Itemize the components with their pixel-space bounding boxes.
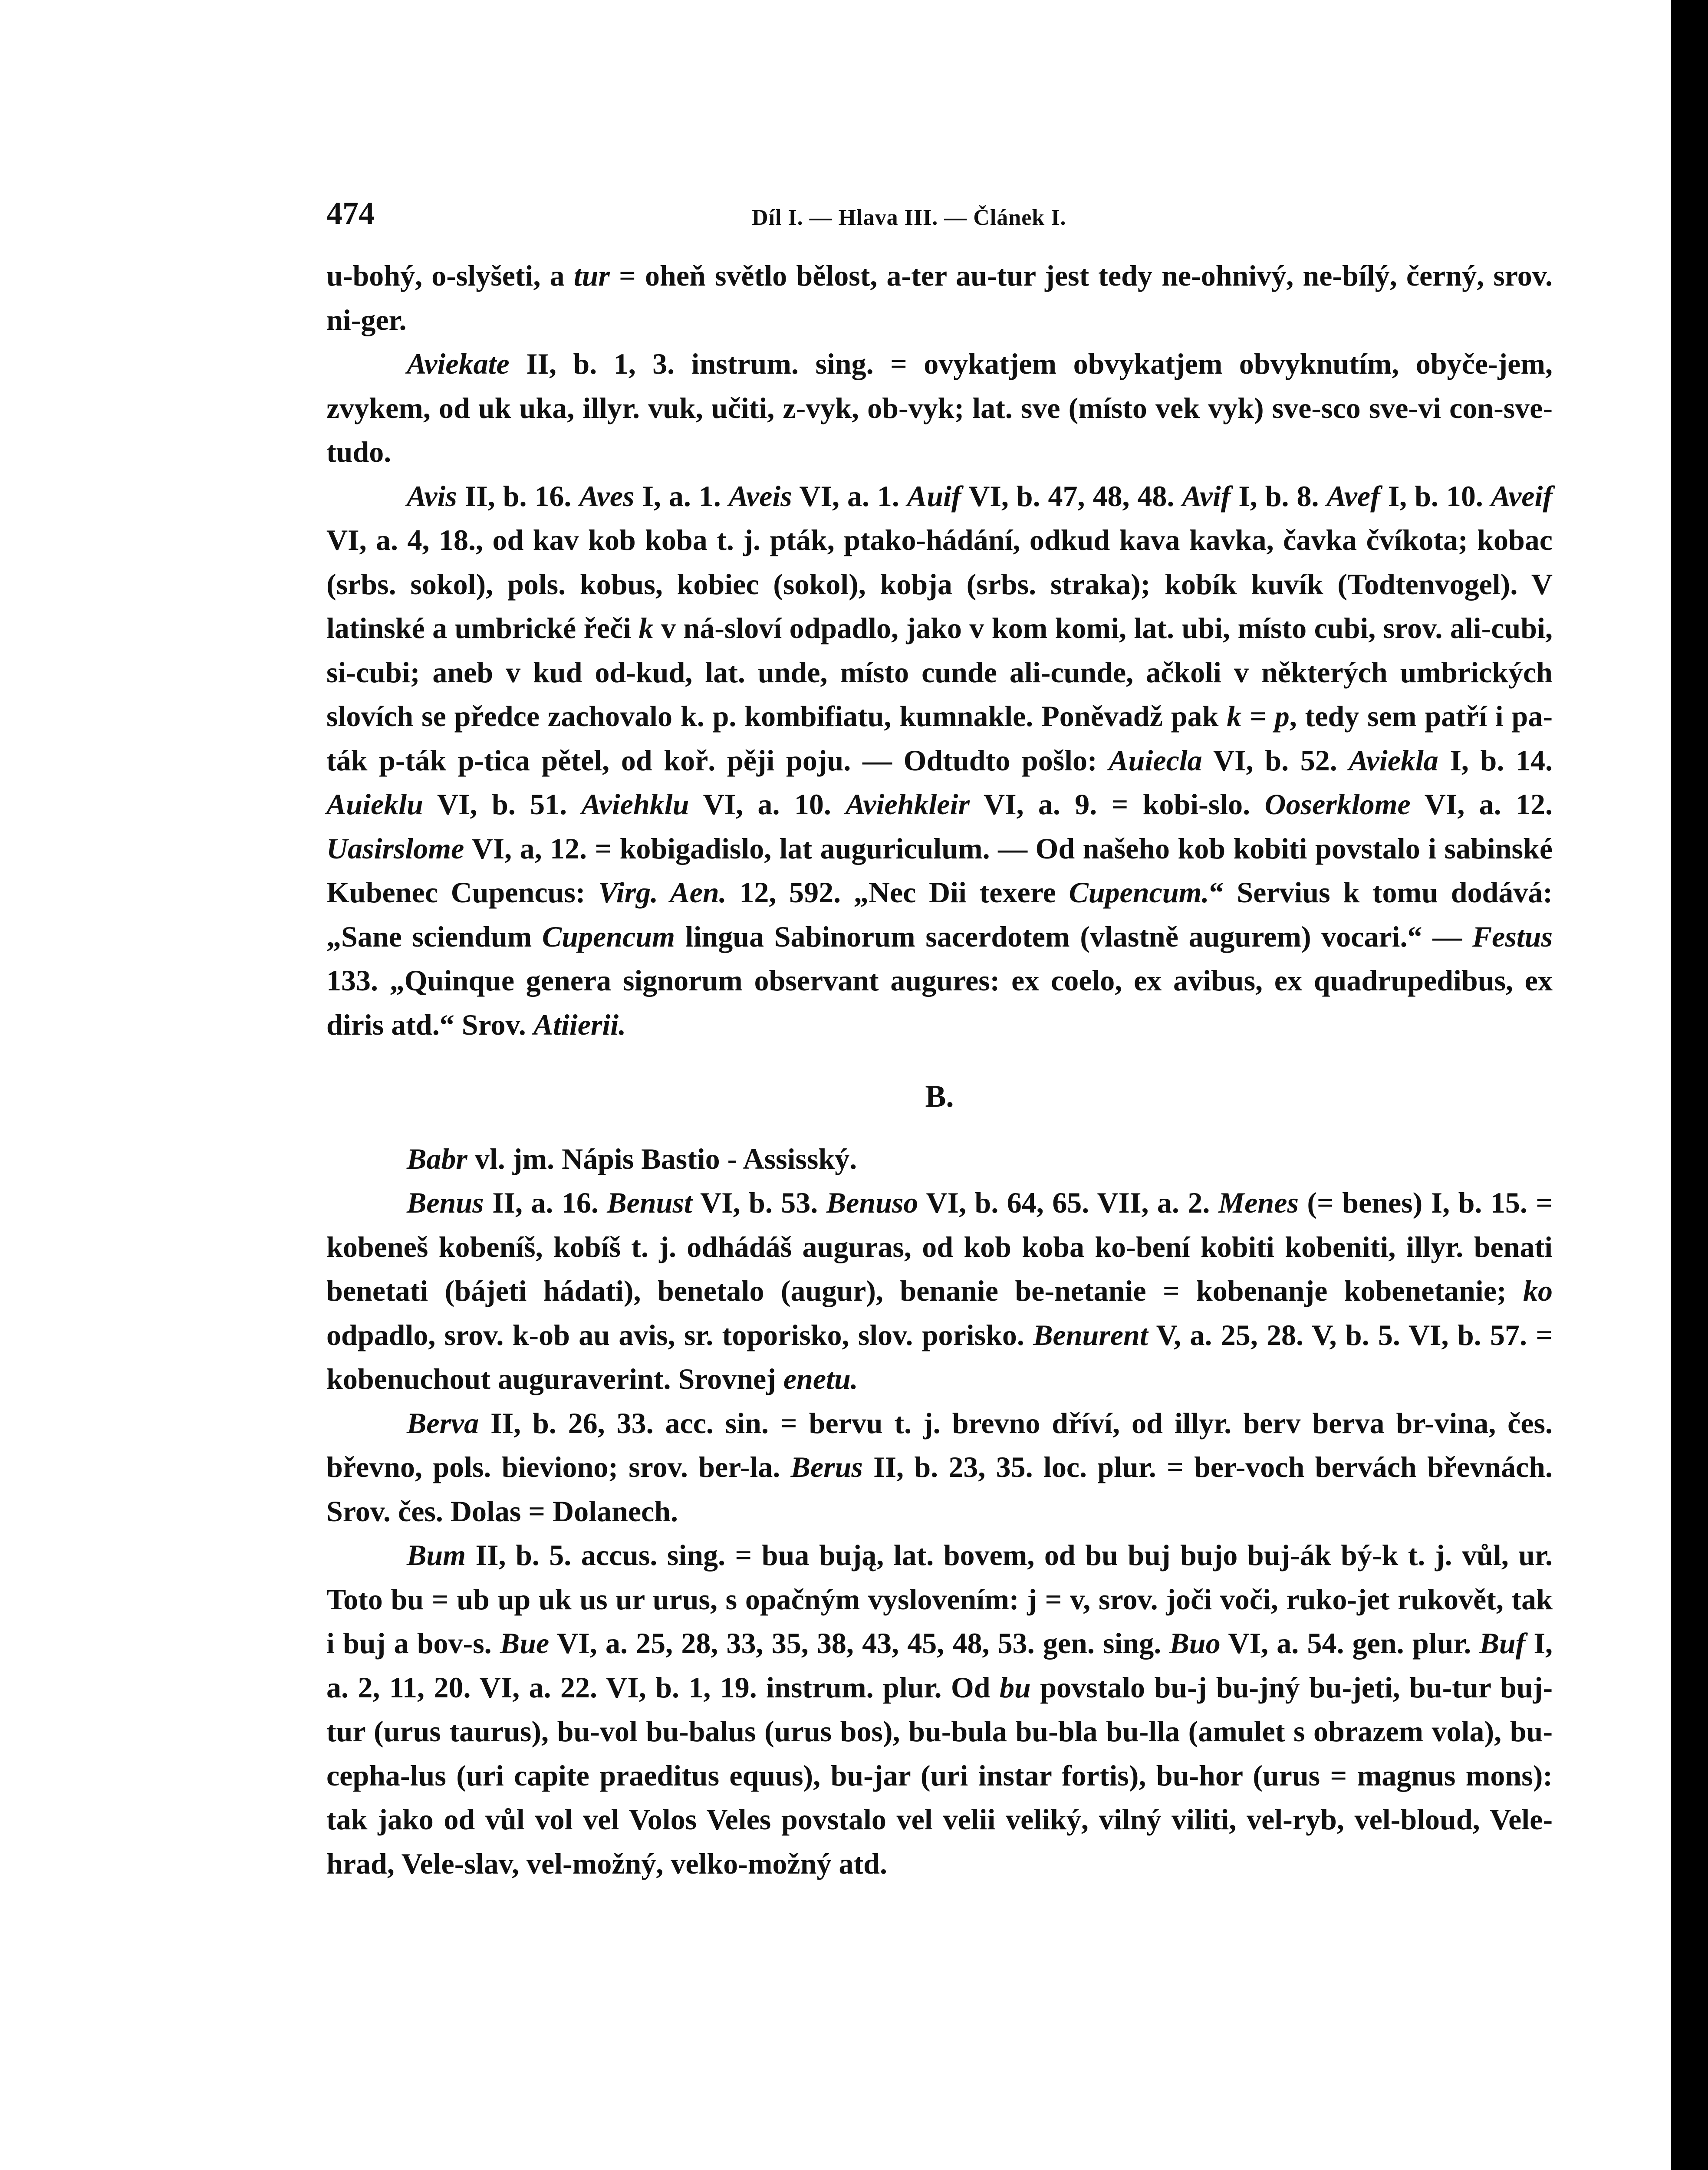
- paragraph: Avis II, b. 16. Aves I, a. 1. Aveis VI, a. 1. Auif VI, b. 47, 48, 48. Avif I, b. 8. Avef I, b. 10. Aveif VI, a. 4, 18., od kav kob koba t. j. pták, ptako-hádání, odkud kava kavka, čavka čvíkota; kobac (srbs. sokol), pols. kobus, kobiec (sokol), kobja (srbs. straka); kobík kuvík (Todtenvogel). V latinské a umbrické řeči k v ná-sloví odpadlo, jako v kom komi, lat. ubi, místo cubi, srov. ali-cubi, si-cubi; aneb v kud od-kud, lat. unde, místo cunde ali-cunde, ačkoli v některých umbrických slovích se předce zachovalo k. p. kombifiatu, kumnakle. Poněvadž pak k = p, tedy sem patří i pa-ták p-ták p-tica pětel, od koř. pěji poju. — Odtudto pošlo: Auiecla VI, b. 52. Aviekla I, b. 14. Auieklu VI, b. 51. Aviehklu VI, a. 10. Aviehkleir VI, a. 9. = kobi-slo. Ooserklome VI, a. 12. Uasirslome VI, a, 12. = kobigadislo, lat auguriculum. — Od našeho kob kobiti povstalo i sabinské Kubenec Cupencus: Virg. Aen. 12, 592. „Nec Dii texere Cupencum.“ Servius k tomu dodává: „Sane sciendum Cupencum lingua Sabinorum sacerdotem (vlastně augurem) vocari.“ — Festus 133. „Quinque genera signorum observant augures: ex coelo, ex avibus, ex quadrupedibus, ex diris atd.“ Srov. Atiierii.: [326, 479, 1553, 1041]
- page-number: 474: [326, 196, 375, 231]
- paragraph: Bum II, b. 5. accus. sing. = bua bują, lat. bovem, od bu buj bujo buj-ák bý-k t. j. vůl, ur. Toto bu = ub up uk us ur urus, s opačným vyslovením: j = v, srov. joči voči, ruko-jet rukovět, tak i buj a bov-s. Bue VI, a. 25, 28, 33, 35, 38, 43, 45, 48, 53. gen. sing. Buo VI, a. 54. gen. plur. Buf I, a. 2, 11, 20. VI, a. 22. VI, b. 1, 19. instrum. plur. Od bu povstalo bu-j bu-jný bu-jeti, bu-tur buj-tur (urus taurus), bu-vol bu-balus (urus bos), bu-bula bu-bla bu-lla (amulet s obrazem vola), bu-cepha-lus (uri capite praeditus equus), bu-jar (uri instar fortis), bu-hor (urus = magnus mons): tak jako od vůl vol vel Volos Veles povstalo vel velii veliký, vilný viliti, vel-ryb, vel-bloud, Vele-hrad, Vele-slav, vel-možný, velko-možný atd.: [326, 1539, 1553, 1880]
- running-head: Díl I. — Hlava III. — Článek I.: [752, 205, 1066, 230]
- paragraph: u-bohý, o-slyšeti, a tur = oheň světlo bělost, a-ter au-tur jest tedy ne-ohnivý, ne-bílý, černý, srov. ni-ger.: [326, 259, 1553, 336]
- paragraph: Berva II, b. 26, 33. acc. sin. = bervu t. j. brevno dříví, od illyr. berv berva br-vina, čes. břevno, pols. bieviono; srov. ber-la. Berus II, b. 23, 35. loc. plur. = ber-voch bervách břevnách. Srov. čes. Dolas = Dolanech.: [326, 1406, 1553, 1528]
- paragraph: Benus II, a. 16. Benust VI, b. 53. Benuso VI, b. 64, 65. VII, a. 2. Menes (= benes) I, b. 15. = kobeneš kobeníš, kobíš t. j. odhádáš auguras, od kob koba ko-bení kobiti kobeniti, illyr. benati benetati (bájeti hádati), benetalo (augur), benanie be-netanie = kobenanje kobenetanie; ko odpadlo, srov. k-ob au avis, sr. toporisko, slov. porisko. Benurent V, a. 25, 28. V, b. 5. VI, b. 57. = kobenuchout auguraverint. Srovnej enetu.: [326, 1186, 1553, 1395]
- paragraph: Aviekate II, b. 1, 3. instrum. sing. = ovykatjem obvykatjem obvyknutím, obyče-jem, zvykem, od uk uka, illyr. vuk, učiti, z-vyk, ob-vyk; lat. sve (místo vek vyk) sve-sco sve-vi con-sve-tudo.: [326, 347, 1553, 468]
- paragraph: Babr vl. jm. Nápis Bastio - Assisský.: [407, 1142, 857, 1175]
- scan-border-right: [1671, 0, 1708, 2170]
- page-body: [326, 254, 1553, 1886]
- page-header: [326, 195, 1550, 243]
- section-heading: B.: [925, 1079, 954, 1114]
